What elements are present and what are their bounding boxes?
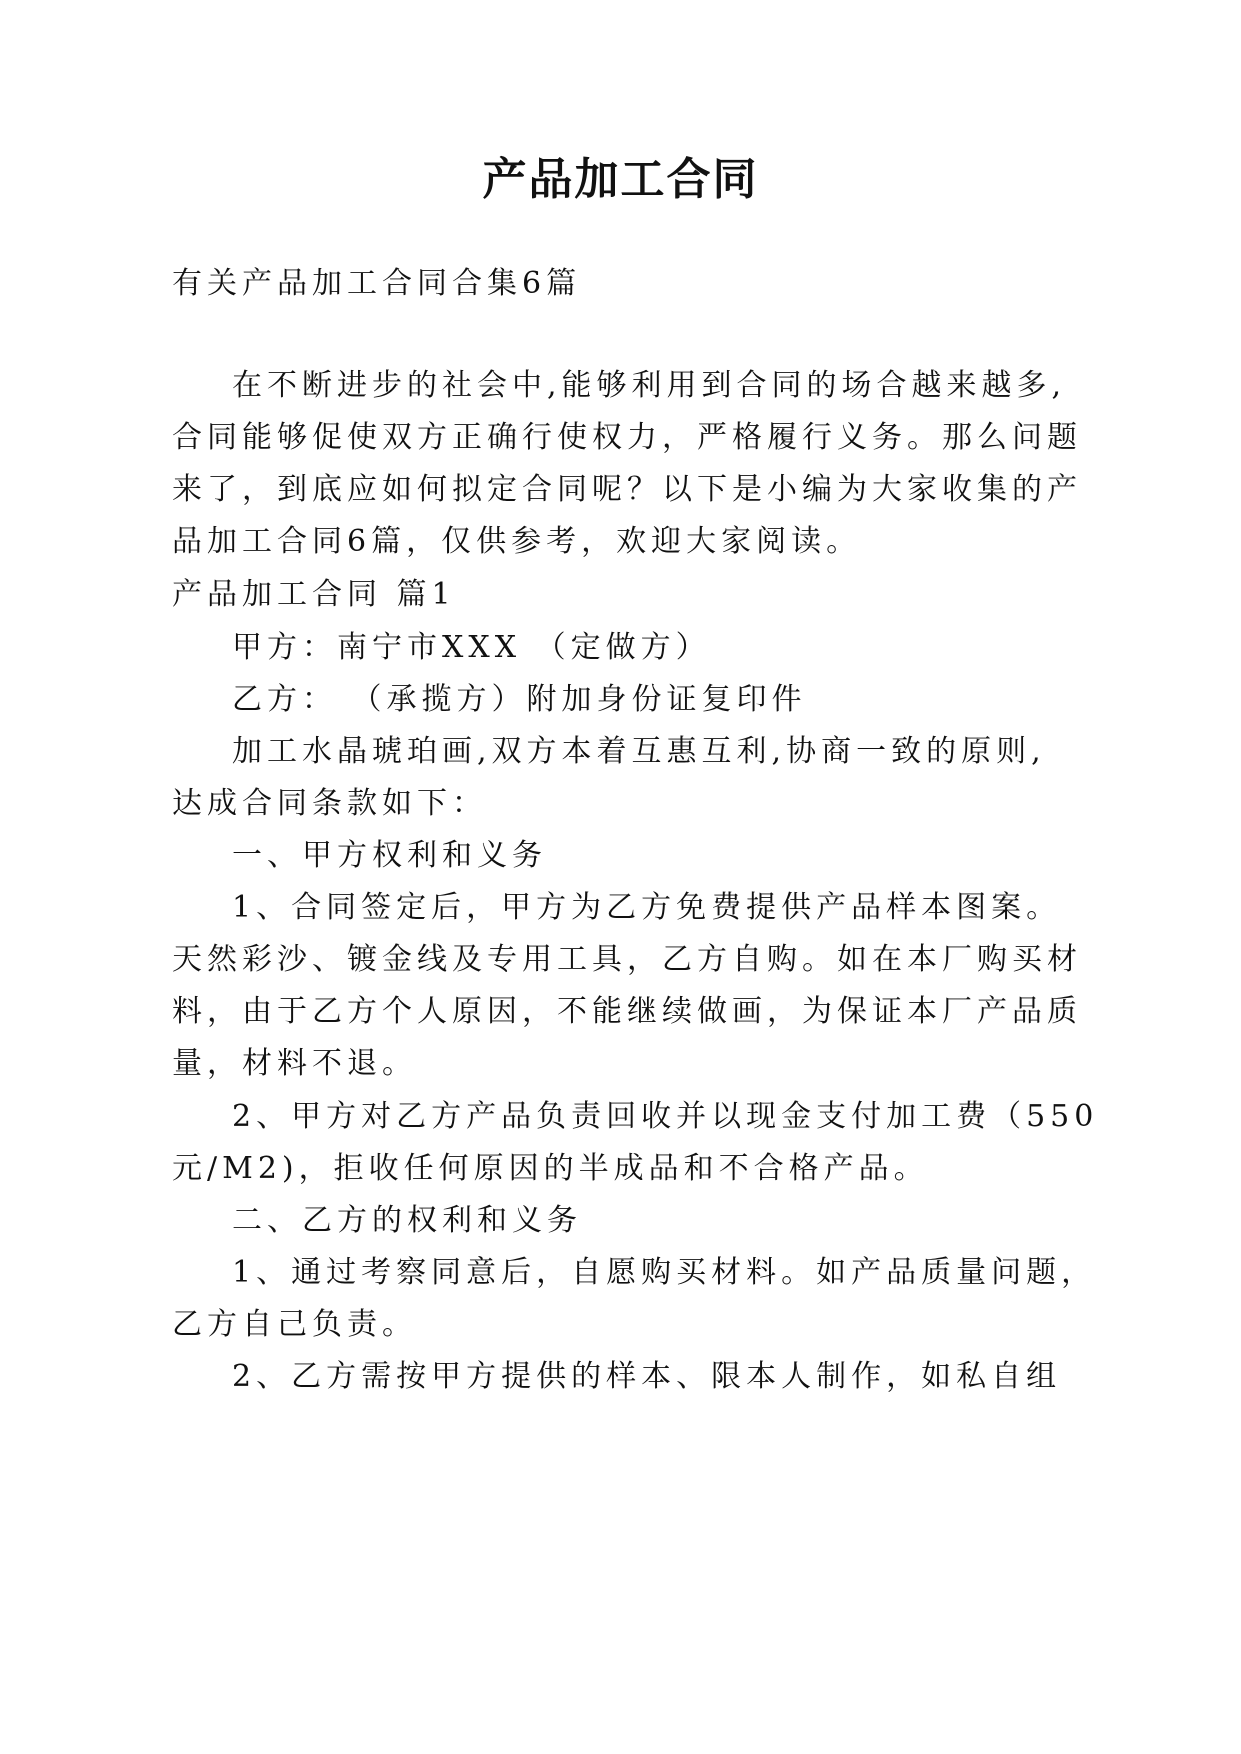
paragraph-line: 1、通过考察同意后，自愿购买材料。如产品质量问题， — [232, 1255, 1097, 1290]
document-subtitle: 有关产品加工合同合集6篇 — [172, 266, 582, 301]
paragraph-line: 在不断进步的社会中,能够利用到合同的场合越来越多, — [232, 368, 1067, 403]
paragraph-line: 来了，到底应如何拟定合同呢？以下是小编为大家收集的产 — [172, 472, 1082, 507]
paragraph-line: 加工水晶琥珀画,双方本着互惠互利,协商一致的原则, — [232, 734, 1046, 769]
party-b-line: 乙方： （承揽方）附加身份证复印件 — [232, 682, 807, 717]
paragraph-line: 2、甲方对乙方产品负责回收并以现金支付加工费（550 — [232, 1099, 1099, 1134]
party-a-line: 甲方：南宁市XXX （定做方） — [232, 630, 711, 665]
paragraph-line: 天然彩沙、镀金线及专用工具，乙方自购。如在本厂购买材 — [172, 942, 1082, 977]
paragraph-line: 元/M2)，拒收任何原因的半成品和不合格产品。 — [172, 1151, 929, 1186]
paragraph-line: 达成合同条款如下： — [172, 786, 487, 821]
paragraph-line: 品加工合同6篇，仅供参考，欢迎大家阅读。 — [172, 524, 862, 559]
clause-heading: 二、乙方的权利和义务 — [232, 1203, 582, 1238]
paragraph-line: 合同能够促使双方正确行使权力，严格履行义务。那么问题 — [172, 420, 1082, 455]
paragraph-line: 1、合同签定后，甲方为乙方免费提供产品样本图案。 — [232, 890, 1062, 925]
paragraph-line: 量，材料不退。 — [172, 1046, 417, 1081]
paragraph-line: 乙方自己负责。 — [172, 1307, 417, 1342]
paragraph-line: 料，由于乙方个人原因，不能继续做画，为保证本厂产品质 — [172, 994, 1082, 1029]
clause-heading: 一、甲方权利和义务 — [232, 838, 547, 873]
paragraph-line: 2、乙方需按甲方提供的样本、限本人制作，如私自组 — [232, 1359, 1062, 1394]
section-heading: 产品加工合同 篇1 — [172, 577, 456, 612]
document-title: 产品加工合同 — [482, 154, 759, 205]
